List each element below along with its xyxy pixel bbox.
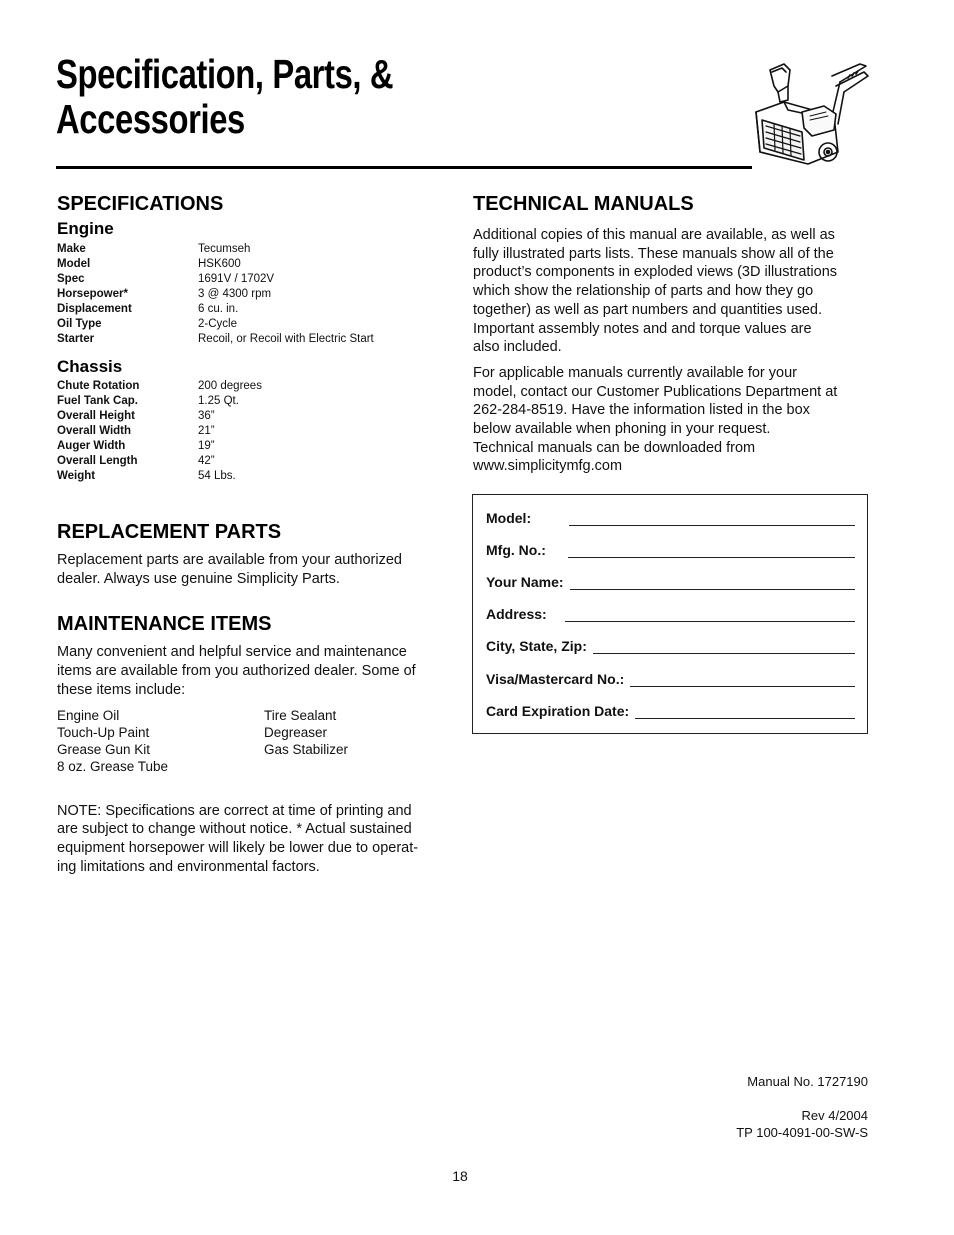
- model-label: Model:: [486, 510, 532, 526]
- spec-row: [57, 287, 457, 302]
- note-line: ing limitations and environmental factors.: [57, 858, 320, 875]
- spec-value: Recoil, or Recoil with Electric Start: [198, 333, 374, 345]
- right-column: [473, 192, 871, 476]
- technical-manuals-paragraph-1: [473, 226, 871, 357]
- technical-manuals-paragraph-2: [473, 364, 871, 476]
- note-line: equipment horsepower will likely be lower due to operat-: [57, 839, 419, 856]
- spec-value: 200 degrees: [198, 380, 262, 392]
- city-state-zip-label: City, State, Zip:: [486, 638, 587, 654]
- city-state-zip-field: [486, 635, 855, 655]
- note-line: NOTE: Specifications are correct at time of printing and: [57, 802, 412, 819]
- mfg-no-field: [486, 539, 855, 559]
- spec-label: Overall Width: [57, 425, 132, 437]
- spec-row: [57, 379, 457, 394]
- paragraph-line: which show the relationship of parts and how they go: [473, 283, 814, 300]
- page-number: 18: [452, 1168, 468, 1184]
- mfg-no-line[interactable]: [568, 556, 855, 558]
- spec-row: [57, 439, 457, 454]
- technical-manuals-heading: TECHNICAL MANUALS: [473, 193, 694, 215]
- spec-value: 36”: [198, 410, 215, 422]
- spec-value: Tecumseh: [198, 243, 251, 255]
- paragraph-line: For applicable manuals currently available for your: [473, 364, 797, 381]
- your-name-field: [486, 571, 855, 591]
- left-column: [57, 192, 457, 876]
- list-item: Gas Stabilizer: [264, 741, 349, 757]
- card-expiration-label: Card Expiration Date:: [486, 703, 630, 719]
- paragraph-line: Technical manuals can be downloaded from: [473, 439, 756, 456]
- title-divider: [56, 166, 752, 169]
- spec-value: HSK600: [198, 258, 241, 270]
- address-field: [486, 603, 855, 623]
- list-item: Degreaser: [264, 724, 328, 740]
- chassis-spec-table: [57, 379, 457, 484]
- tp-number: TP 100-4091-00-SW-S: [736, 1125, 868, 1140]
- paragraph-line: 262-284-8519. Have the information listed in the box: [473, 402, 810, 419]
- maintenance-items-list: [57, 707, 457, 775]
- spec-label: Horsepower*: [57, 288, 128, 300]
- spec-row: [57, 409, 457, 424]
- order-info-form: [472, 494, 868, 734]
- chassis-heading: Chassis: [57, 357, 123, 376]
- spec-label: Chute Rotation: [57, 380, 140, 392]
- paragraph-line: Important assembly notes and and torque values are: [473, 320, 812, 337]
- model-field: [486, 507, 855, 527]
- paragraph-line: also included.: [473, 339, 562, 356]
- engine-spec-table: [57, 242, 457, 347]
- maintenance-line: Many convenient and helpful service and maintenance: [57, 644, 407, 661]
- engine-heading: Engine: [57, 219, 114, 238]
- your-name-label: Your Name:: [486, 574, 564, 590]
- manual-number: Manual No. 1727190: [747, 1074, 868, 1089]
- spec-value: 2-Cycle: [198, 318, 237, 330]
- website-link[interactable]: www.simplicitymfg.com: [473, 458, 623, 475]
- specifications-note: [57, 802, 457, 877]
- list-item: Touch-Up Paint: [57, 724, 150, 740]
- list-item: Tire Sealant: [264, 707, 337, 723]
- spec-label: Starter: [57, 333, 95, 345]
- spec-row: [57, 469, 457, 484]
- page-title-line-2: Accessories: [56, 96, 245, 142]
- spec-row: [57, 454, 457, 469]
- paragraph-line: product’s components in exploded views (3D illustrations: [473, 264, 838, 281]
- card-number-line[interactable]: [630, 685, 855, 687]
- specifications-heading: SPECIFICATIONS: [57, 193, 224, 215]
- spec-label: Auger Width: [57, 440, 126, 452]
- replacement-parts-heading: REPLACEMENT PARTS: [57, 521, 282, 543]
- spec-label: Weight: [57, 470, 96, 482]
- note-line: are subject to change without notice. * Actual sustained: [57, 821, 412, 838]
- maintenance-line: items are available from you authorized dealer. Some of: [57, 663, 416, 680]
- spec-label: Fuel Tank Cap.: [57, 395, 138, 407]
- spec-value: 19”: [198, 440, 215, 452]
- city-state-zip-line[interactable]: [593, 652, 855, 654]
- spec-label: Oil Type: [57, 318, 102, 330]
- spec-row: [57, 272, 457, 287]
- spec-label: Model: [57, 258, 91, 270]
- spec-value: 54 Lbs.: [198, 470, 236, 482]
- replacement-parts-line: Replacement parts are available from your authorized: [57, 552, 402, 568]
- replacement-parts-line: dealer. Always use genuine Simplicity Parts.: [57, 570, 340, 587]
- address-line[interactable]: [565, 620, 855, 622]
- list-item: Grease Gun Kit: [57, 741, 151, 757]
- spec-row: [57, 242, 457, 257]
- spec-label: Displacement: [57, 303, 132, 315]
- maintenance-items-text: [57, 643, 457, 699]
- paragraph-line: below available when phoning in your request.: [473, 421, 771, 438]
- spec-label: Spec: [57, 273, 85, 285]
- spec-label: Make: [57, 243, 86, 255]
- spec-value: 21”: [198, 425, 215, 437]
- spec-row: [57, 257, 457, 272]
- revision-date: Rev 4/2004: [801, 1108, 868, 1123]
- maintenance-items-heading: MAINTENANCE ITEMS: [57, 613, 272, 636]
- page-title: [56, 52, 568, 142]
- maintenance-items-column-2: [264, 707, 457, 775]
- replacement-parts-text: [57, 551, 457, 588]
- list-item: Engine Oil: [57, 707, 120, 723]
- page-title-line-1: Specification, Parts, &: [56, 51, 394, 97]
- spec-value: 1.25 Qt.: [198, 395, 239, 407]
- list-item: 8 oz. Grease Tube: [57, 758, 169, 774]
- maintenance-items-column-1: [57, 707, 264, 775]
- address-label: Address:: [486, 606, 547, 622]
- card-number-label: Visa/Mastercard No.:: [486, 671, 625, 687]
- mfg-no-label: Mfg. No.:: [486, 542, 546, 558]
- paragraph-line: together) as well as part numbers and quantities used.: [473, 301, 823, 318]
- snow-thrower-illustration: [748, 56, 872, 168]
- card-expiration-line[interactable]: [635, 717, 855, 719]
- maintenance-line: these items include:: [57, 681, 186, 698]
- spec-value: 42”: [198, 455, 215, 467]
- model-line[interactable]: [569, 524, 855, 526]
- spec-row: [57, 317, 457, 332]
- paragraph-line: fully illustrated parts lists. These manuals show all of the: [473, 245, 834, 262]
- spec-value: 3 @ 4300 rpm: [198, 288, 272, 300]
- paragraph-line: Additional copies of this manual are available, as well as: [473, 227, 835, 243]
- spec-value: 1691V / 1702V: [198, 273, 275, 285]
- spec-row: [57, 332, 457, 347]
- paragraph-line: model, contact our Customer Publications Department at: [473, 383, 838, 400]
- spec-value: 6 cu. in.: [198, 303, 239, 315]
- card-expiration-field: [486, 700, 855, 720]
- card-number-field: [486, 668, 855, 688]
- spec-label: Overall Length: [57, 455, 138, 467]
- spec-row: [57, 394, 457, 409]
- your-name-line[interactable]: [570, 588, 855, 590]
- spec-row: [57, 302, 457, 317]
- spec-label: Overall Height: [57, 410, 135, 422]
- spec-row: [57, 424, 457, 439]
